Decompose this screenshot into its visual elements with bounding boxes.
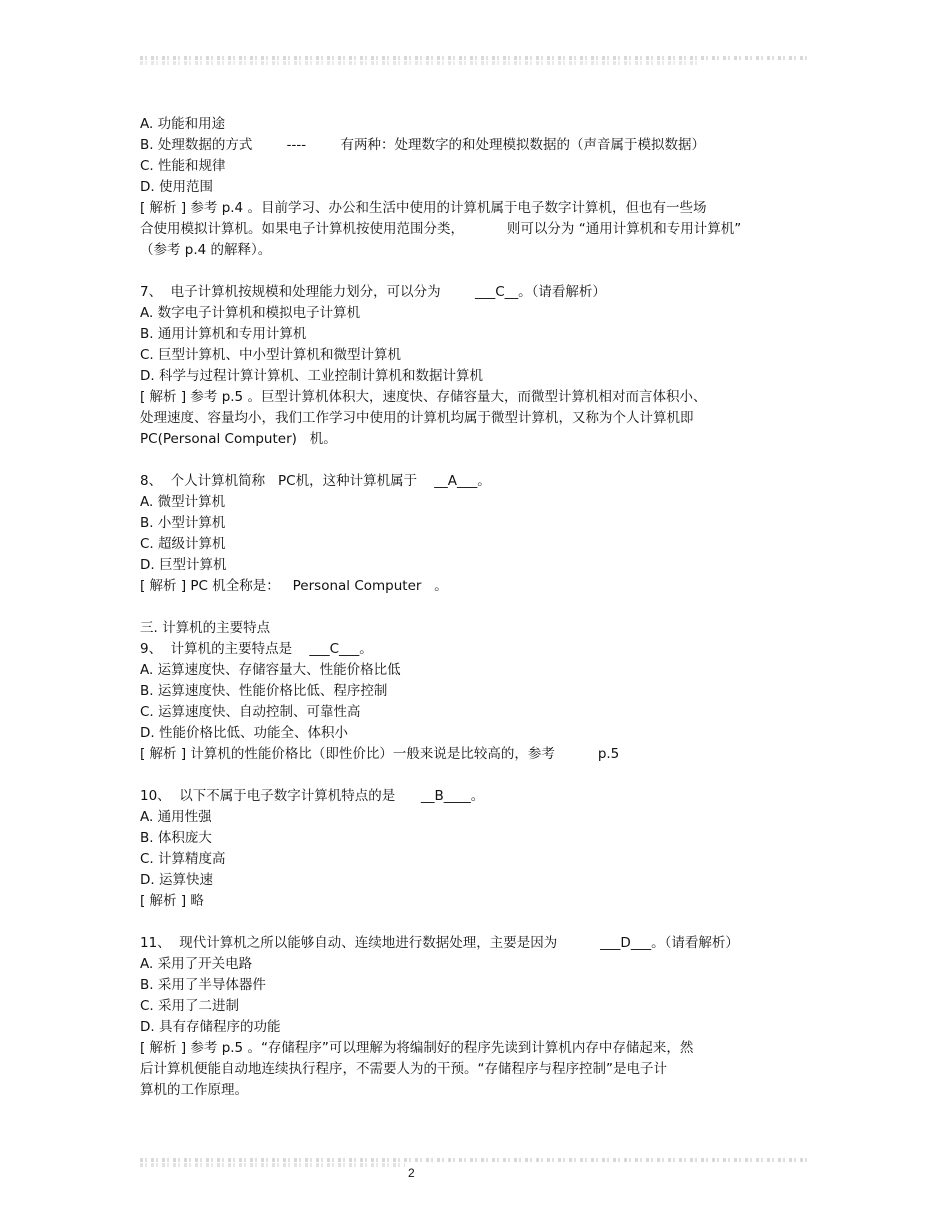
- text-line: D. 科学与过程计算计算机、工业控制计算机和数据计算机: [140, 368, 483, 384]
- text-line: A. 功能和用途: [140, 116, 226, 132]
- text-line: （参考 p.4 的解释）。: [140, 242, 272, 258]
- text-line: [ 解析 ] 参考 p.5 。“存储程序”可以理解为将编制好的程序先读到计算机内存中存储起来，然: [140, 1040, 694, 1056]
- text-line: A. 运算速度快、存储容量大、性能价格比低: [140, 662, 401, 678]
- header-noise-line: [140, 56, 810, 60]
- footer-noise-line: [140, 1163, 405, 1167]
- document-body: [140, 114, 820, 1101]
- text-line: PC(Personal Computer) 机。: [140, 431, 337, 447]
- text-line: 算机的工作原理。: [140, 1082, 248, 1098]
- text-line: A. 通用性强: [140, 809, 212, 825]
- text-line: B. 通用计算机和专用计算机: [140, 326, 307, 342]
- text-line: [ 解析 ] 参考 p.4 。目前学习、办公和生活中使用的计算机属于电子数字计算机，但也有一些场: [140, 200, 707, 216]
- text-line: D. 运算快速: [140, 872, 213, 888]
- text-line: [ 解析 ] 计算机的性能价格比（即性价比）一般来说是比较高的，参考 p.5: [140, 746, 620, 762]
- blank-line: [140, 597, 820, 618]
- blank-line: [140, 261, 820, 282]
- text-line: [ 解析 ] 参考 p.5 。巨型计算机体积大，速度快、存储容量大，而微型计算机相对而言体积小、: [140, 389, 707, 405]
- text-line: [ 解析 ] PC 机全称是： Personal Computer 。: [140, 578, 448, 594]
- text-line: 11、 现代计算机之所以能够自动、连续地进行数据处理，主要是因为 ___D___。（请看解析）: [140, 935, 739, 951]
- text-line: C. 性能和规律: [140, 158, 226, 174]
- text-line: C. 运算速度快、自动控制、可靠性高: [140, 704, 361, 720]
- text-line: B. 体积庞大: [140, 830, 212, 846]
- text-line: C. 计算精度高: [140, 851, 226, 867]
- text-line: A. 数字电子计算机和模拟电子计算机: [140, 305, 361, 321]
- text-line: 处理速度、容量均小，我们工作学习中使用的计算机均属于微型计算机，又称为个人计算机即: [140, 410, 694, 426]
- blank-line: [140, 765, 820, 786]
- text-line: C. 采用了二进制: [140, 998, 240, 1014]
- text-line: D. 具有存储程序的功能: [140, 1019, 281, 1035]
- text-line: D. 性能价格比低、功能全、体积小: [140, 725, 348, 741]
- text-line: 合使用模拟计算机。如果电子计算机按使用范围分类， 则可以分为 “通用计算机和专用计算机”: [140, 221, 742, 237]
- text-line: B. 运算速度快、性能价格比低、程序控制: [140, 683, 388, 699]
- text-line: 后计算机便能自动地连续执行程序，不需要人为的干预。“存储程序与程序控制”是电子计: [140, 1061, 667, 1077]
- text-line: B. 处理数据的方式 ---- 有两种：处理数字的和处理模拟数据的（声音属于模拟数据）: [140, 137, 705, 153]
- text-line: 10、 以下不属于电子数字计算机特点的是 __B____。: [140, 788, 485, 804]
- text-line: 9、 计算机的主要特点是 ___C___。: [140, 641, 373, 657]
- text-line: [ 解析 ] 略: [140, 893, 204, 909]
- text-line: D. 巨型计算机: [140, 557, 227, 573]
- text-line: 三. 计算机的主要特点: [140, 620, 271, 636]
- text-line: B. 小型计算机: [140, 515, 226, 531]
- text-line: 7、 电子计算机按规模和处理能力划分，可以分为 ___C__。（请看解析）: [140, 284, 606, 300]
- text-line: A. 微型计算机: [140, 494, 226, 510]
- blank-line: [140, 450, 820, 471]
- text-line: B. 采用了半导体器件: [140, 977, 266, 993]
- text-line: C. 超级计算机: [140, 536, 226, 552]
- text-line: A. 采用了开关电路: [140, 956, 253, 972]
- page-number: 2: [408, 1166, 415, 1180]
- blank-line: [140, 912, 820, 933]
- text-line: C. 巨型计算机、中小型计算机和微型计算机: [140, 347, 402, 363]
- text-line: 8、 个人计算机简称 PC机，这种计算机属于 __A___。: [140, 473, 491, 489]
- header-noise-line: [140, 61, 700, 65]
- text-line: D. 使用范围: [140, 179, 213, 195]
- footer-noise-line: [140, 1158, 810, 1162]
